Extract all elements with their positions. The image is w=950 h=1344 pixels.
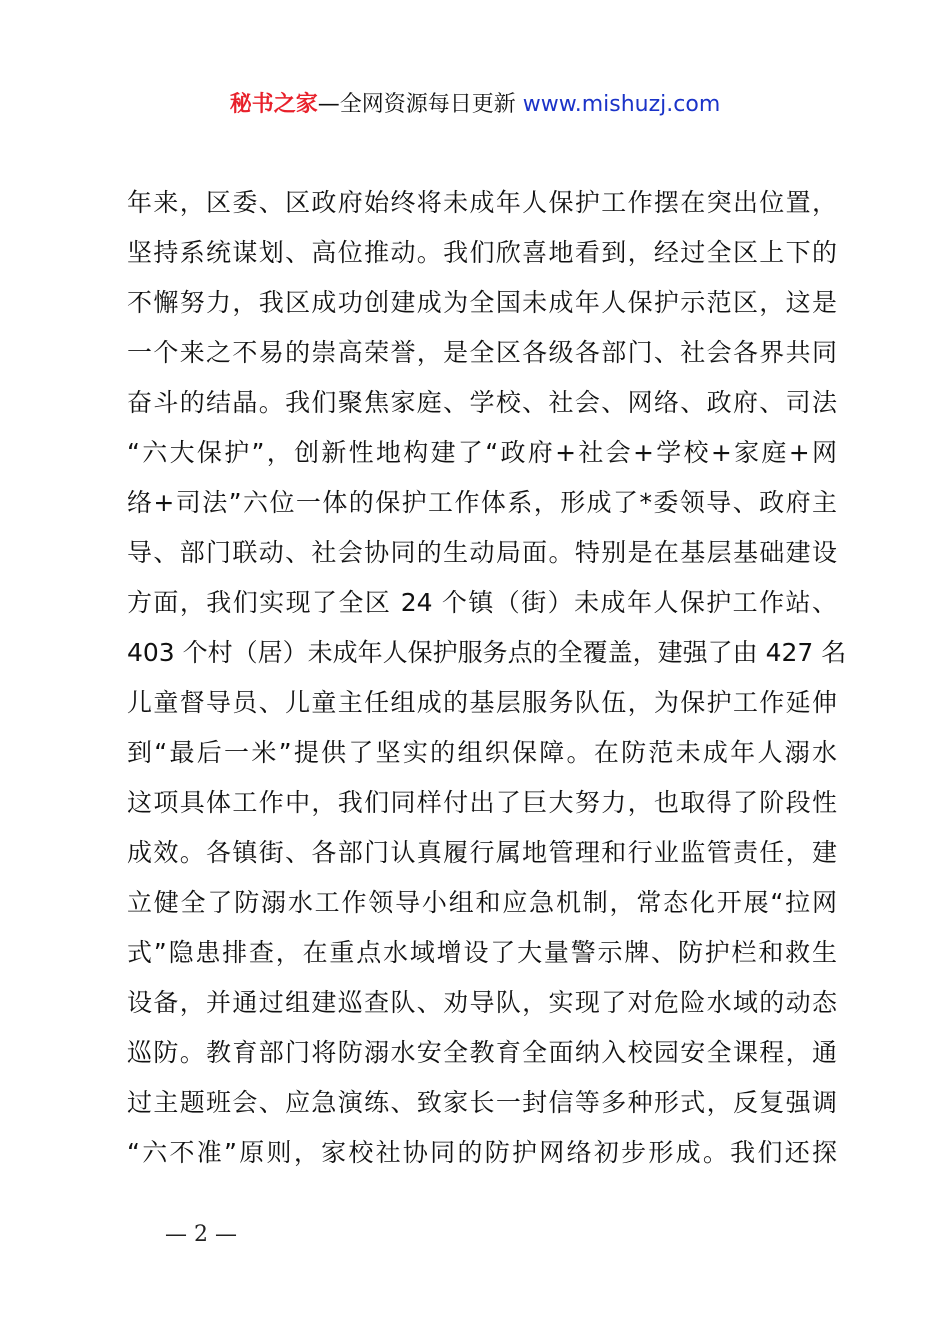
site-header: [0, 88, 950, 122]
body-line: 导、部门联动、社会协同的生动局面。特别是在基层基础建设: [127, 538, 837, 567]
body-line: 奋斗的结晶。我们聚焦家庭、学校、社会、网络、政府、司法: [127, 388, 837, 417]
page-number: — 2 —: [165, 1222, 237, 1247]
body-line: 过主题班会、应急演练、致家长一封信等多种形式，反复强调: [127, 1088, 837, 1117]
body-line: 络+司法”六位一体的保护工作体系，形成了*委领导、政府主: [127, 488, 837, 517]
body-line: 儿童督导员、儿童主任组成的基层服务队伍，为保护工作延伸: [127, 688, 837, 717]
body-line: “六大保护”，创新性地构建了“政府+社会+学校+家庭+网: [127, 438, 837, 467]
body-line: 这项具体工作中，我们同样付出了巨大努力，也取得了阶段性: [127, 788, 837, 817]
body-line: 成效。各镇街、各部门认真履行属地管理和行业监管责任，建: [127, 838, 837, 867]
body-line: “六不准”原则，家校社协同的防护网络初步形成。我们还探: [127, 1138, 837, 1167]
body-line: 年来，区委、区政府始终将未成年人保护工作摆在突出位置，: [127, 188, 837, 217]
body-line: 巡防。教育部门将防溺水安全教育全面纳入校园安全课程，通: [127, 1038, 837, 1067]
body-line: 坚持系统谋划、高位推动。我们欣喜地看到，经过全区上下的: [127, 238, 837, 267]
body-line: 设备，并通过组建巡查队、劝导队，实现了对危险水域的动态: [127, 988, 837, 1017]
site-url-link[interactable]: www.mishuzj.com: [522, 92, 721, 117]
body-line: 方面，我们实现了全区 24 个镇（街）未成年人保护工作站、: [127, 588, 837, 617]
body-line: 一个来之不易的崇高荣誉，是全区各级各部门、社会各界共同: [127, 338, 837, 367]
body-line: 不懈努力，我区成功创建成为全国未成年人保护示范区，这是: [127, 288, 837, 317]
site-brand: 秘书之家: [229, 92, 318, 117]
body-line: 403 个村（居）未成年人保护服务点的全覆盖，建强了由 427 名: [127, 638, 847, 667]
body-line: 到“最后一米”提供了坚实的组织保障。在防范未成年人溺水: [127, 738, 837, 767]
site-tagline: —全网资源每日更新: [317, 92, 523, 117]
body-line: 立健全了防溺水工作领导小组和应急机制，常态化开展“拉网: [127, 888, 837, 917]
body-line: 式”隐患排查，在重点水域增设了大量警示牌、防护栏和救生: [127, 938, 837, 967]
document-body: [127, 184, 847, 1184]
